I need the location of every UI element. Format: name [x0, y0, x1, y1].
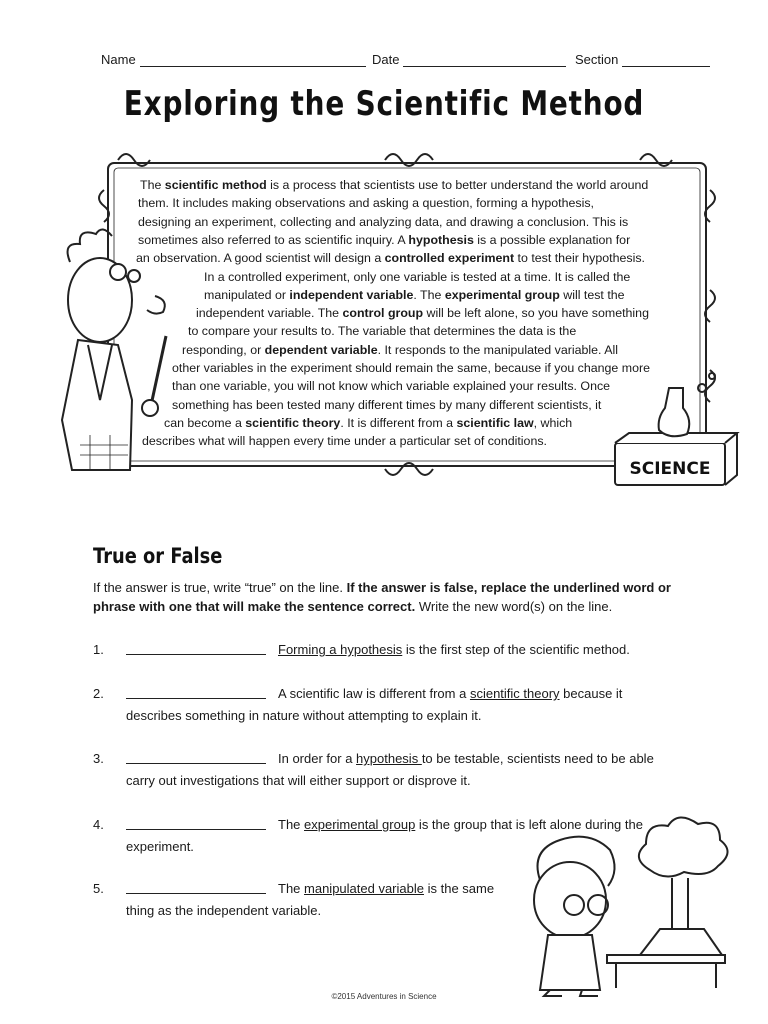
text-run: can become a: [164, 415, 246, 430]
book-label: SCIENCE: [629, 459, 711, 479]
key-term: hypothesis: [408, 232, 474, 247]
underlined-term: manipulated variable: [304, 881, 424, 896]
question-number: 3.: [93, 751, 104, 766]
question-text-line1: [278, 639, 630, 661]
text-run: is the first step of the scientific method.: [402, 642, 630, 657]
key-term: scientific method: [164, 178, 267, 192]
text-run: to compare your results to. The variable that determines the data is the: [188, 324, 577, 339]
text-run: an observation. A good scientist will design a: [136, 251, 385, 266]
text-run: , which: [533, 415, 573, 430]
volcano-experiment-icon: [607, 817, 728, 988]
text-run: will be left alone, so you have something: [423, 306, 649, 321]
question-text-line1: [278, 814, 643, 836]
text-run: The: [278, 881, 305, 896]
text-run: is the group that is left alone during the: [415, 817, 643, 832]
passage-line: [136, 249, 645, 267]
text-run: than one variable, you will not know which variable explained your results. Once: [172, 379, 611, 394]
answer-blank[interactable]: [126, 878, 266, 894]
passage-line: [204, 286, 625, 304]
text-run: experiment.: [126, 839, 194, 854]
passage-line: [188, 322, 576, 340]
text-run: responding, or: [182, 342, 265, 357]
text-run: thing as the independent variable.: [126, 903, 322, 918]
text-run: Write the new word(s) on the line.: [415, 599, 613, 614]
answer-blank[interactable]: [126, 639, 266, 655]
question-number: 4.: [93, 817, 104, 832]
text-run: independent variable. The: [196, 306, 343, 321]
text-run: will test the: [559, 287, 625, 302]
question-text-line2: [126, 705, 482, 727]
text-run: other variables in the experiment should remain the same, because if you change more: [172, 361, 650, 375]
text-run: . The: [413, 287, 445, 302]
passage-line: [172, 359, 650, 377]
passage-line: [172, 377, 610, 395]
key-term: control group: [342, 306, 424, 321]
answer-blank[interactable]: [126, 683, 266, 699]
key-term: scientific theory: [245, 415, 341, 430]
text-run: The: [278, 817, 305, 832]
text-run: describes what will happen every time under a particular set of conditions.: [142, 434, 547, 449]
text-run: If the answer is true, write “true” on the line.: [93, 580, 347, 595]
copyright-footer: ©2015 Adventures in Science: [331, 992, 437, 1001]
name-label: Name: [101, 52, 136, 67]
text-run: is a possible explanation for: [473, 232, 631, 247]
text-run: . It is different from a: [340, 415, 457, 430]
text-run: In order for a: [278, 751, 357, 766]
text-run: . It responds to the manipulated variable. All: [377, 342, 618, 357]
text-run: to be testable, scientists need to be able: [421, 751, 654, 766]
text-run: The: [140, 178, 165, 192]
section-title: True or False: [93, 544, 223, 568]
key-term: scientific law: [456, 415, 534, 430]
text-run: is a process that scientists use to better understand the world around: [266, 178, 649, 192]
passage-line: [138, 231, 630, 249]
answer-blank[interactable]: [126, 814, 266, 830]
text-run: because it: [559, 686, 623, 701]
text-run: In a controlled experiment, only one variable is tested at a time. It is called the: [204, 269, 631, 284]
question-text-line2: [126, 900, 321, 922]
key-term: experimental group: [444, 287, 560, 302]
passage-line: [204, 268, 630, 286]
key-term: dependent variable: [264, 342, 378, 357]
answer-blank[interactable]: [126, 748, 266, 764]
underlined-term: scientific theory: [469, 686, 560, 701]
passage-line: [142, 432, 547, 450]
passage-line: [182, 341, 618, 359]
text-run: A scientific law is different from a: [278, 686, 470, 701]
text-run: carry out investigations that will either support or disprove it.: [126, 773, 471, 788]
section-label: Section: [575, 52, 619, 67]
kid-scientist-icon: [534, 837, 615, 996]
date-label: Date: [372, 52, 400, 67]
key-term: If the answer is false, replace the underlined word or phrase with one that will make the sentence correct.: [93, 580, 671, 614]
underlined-term: Forming a hypothesis: [278, 642, 403, 657]
question-text-line1: [278, 748, 654, 770]
passage-line: [138, 213, 628, 231]
text-run: describes something in nature without attempting to explain it.: [126, 708, 482, 723]
passage-line: [172, 396, 601, 414]
key-term: controlled experiment: [384, 251, 515, 266]
underlined-term: hypothesis: [356, 751, 422, 766]
text-run: something has been tested many different times by many different scientists, it: [172, 397, 602, 412]
passage-line: [196, 304, 649, 322]
question-number: 5.: [93, 881, 104, 896]
question-number: 1.: [93, 642, 104, 657]
question-text-line1: [278, 683, 622, 705]
question-number: 2.: [93, 686, 104, 701]
key-term: independent variable: [289, 287, 414, 302]
instructions: [93, 578, 713, 616]
passage-line: [138, 194, 594, 212]
text-run: to test their hypothesis.: [514, 251, 645, 266]
underlined-term: experimental group: [304, 817, 416, 832]
text-run: designing an experiment, collecting and analyzing data, and drawing a conclusion. This is: [138, 214, 629, 229]
passage-line: [140, 176, 648, 194]
page-title: Exploring the Scientific Method: [123, 84, 645, 124]
passage-line: [164, 414, 572, 432]
question-text-line2: [126, 836, 194, 858]
text-run: sometimes also referred to as scientific inquiry. A: [138, 232, 409, 247]
text-run: them. It includes making observations and asking a question, forming a hypothesis,: [138, 196, 594, 211]
text-run: is the same: [423, 881, 495, 896]
question-text-line1: [278, 878, 494, 900]
text-run: manipulated or: [204, 287, 290, 302]
question-text-line2: [126, 770, 471, 792]
